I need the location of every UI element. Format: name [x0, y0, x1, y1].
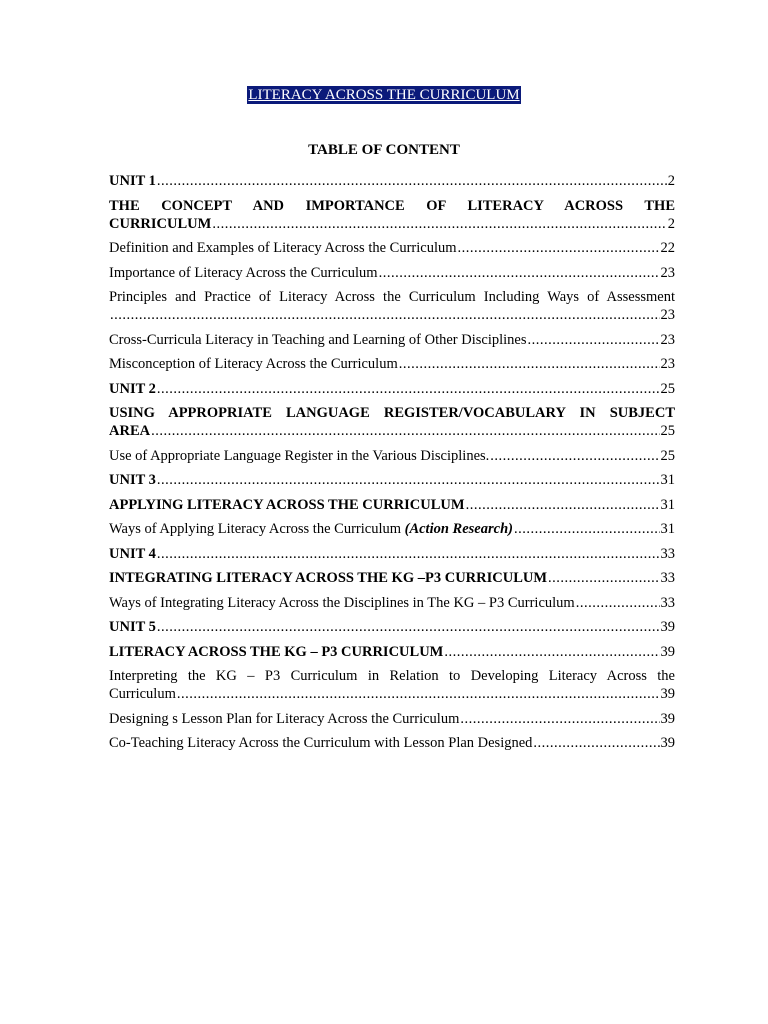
dot-leader: [157, 471, 660, 489]
toc-entry-title-line1: Interpreting the KG – P3 Curriculum in Relation to Developing Literacy Across the: [109, 668, 675, 684]
dot-leader: [157, 618, 660, 636]
toc-entry-unit-2: [109, 380, 675, 398]
toc-entry-title: UNIT 1: [109, 173, 156, 189]
dot-leader: [110, 306, 660, 324]
document-title-container: [0, 86, 768, 104]
toc-entry-interpreting: [109, 667, 675, 703]
dot-leader: [212, 215, 666, 233]
toc-entry-title: Use of Appropriate Language Register in the Various Disciplines.: [109, 447, 490, 464]
toc-entry-title-line1: THE CONCEPT AND IMPORTANCE OF LITERACY ACROSS THE: [109, 197, 675, 214]
toc-entry-title: Importance of Literacy Across the Curriculum: [109, 264, 378, 281]
toc-entry-title-text: Ways of Applying Literacy Across the Curriculum: [109, 521, 405, 537]
toc-entry-title: Definition and Examples of Literacy Across the Curriculum: [109, 240, 457, 256]
toc-entry-misconception: [109, 355, 675, 373]
toc-entry-unit-5: [109, 618, 675, 636]
toc-entry-title: UNIT 4: [109, 545, 156, 562]
toc-page-number: 25: [660, 380, 675, 397]
toc-page-number: 22: [660, 240, 675, 256]
dot-leader: [458, 239, 660, 257]
toc-page-number: 23: [660, 331, 675, 348]
toc-page-number: 33: [660, 594, 675, 611]
toc-entry-co-teaching: [109, 734, 675, 752]
dot-leader: [533, 734, 659, 752]
toc-page-number: 33: [660, 570, 675, 586]
dot-leader: [157, 545, 660, 563]
toc-entry-title: UNIT 5: [109, 619, 156, 635]
toc-page-number: 2: [667, 173, 675, 189]
toc-entry-title: Misconception of Literacy Across the Curriculum: [109, 356, 398, 372]
toc-entry-ways-applying: [109, 520, 675, 538]
toc-entry-integrating-literacy: [109, 569, 675, 587]
toc-entry-definition-examples: [109, 239, 675, 257]
toc-entry-ways-integrating: [109, 594, 675, 612]
toc-entry-importance: [109, 264, 675, 282]
dot-leader: [157, 172, 667, 190]
table-of-contents: [109, 172, 675, 759]
toc-entry-title: Designing s Lesson Plan for Literacy Across the Curriculum: [109, 710, 460, 727]
toc-page-number: 31: [660, 472, 675, 488]
toc-entry-title: APPLYING LITERACY ACROSS THE CURRICULUM: [109, 496, 465, 513]
toc-entry-title: Cross-Curricula Literacy in Teaching and Learning of Other Disciplines: [109, 331, 527, 348]
toc-entry-title: Ways of Integrating Literacy Across the Disciplines in The KG – P3 Curriculum: [109, 594, 575, 611]
toc-entry-cross-curricula: [109, 331, 675, 349]
toc-entry-language-register: [109, 404, 675, 440]
toc-entry-title: AREA: [109, 423, 151, 439]
dot-leader: [466, 496, 660, 514]
toc-page-number: 23: [660, 356, 675, 372]
toc-entry-emphasis: (Action Research): [404, 521, 513, 537]
toc-entry-principles-practice: [109, 288, 675, 324]
dot-leader: [399, 355, 660, 373]
toc-entry-concept-importance: [109, 197, 675, 233]
toc-page-number: 31: [660, 496, 675, 513]
toc-entry-title: LITERACY ACROSS THE KG – P3 CURRICULUM: [109, 643, 444, 660]
dot-leader: [490, 447, 659, 465]
document-title: LITERACY ACROSS THE CURRICULUM: [248, 87, 520, 103]
dot-leader: [527, 331, 659, 349]
toc-entry-unit-3: [109, 471, 675, 489]
toc-page-number: 2: [667, 215, 675, 232]
dot-leader: [177, 685, 660, 703]
dot-leader: [460, 710, 659, 728]
toc-page-number: 31: [660, 521, 675, 537]
toc-entry-title: Co-Teaching Literacy Across the Curriculum with Lesson Plan Designed: [109, 735, 533, 751]
toc-entry-unit-4: [109, 545, 675, 563]
toc-page-number: 39: [660, 643, 675, 660]
dot-leader: [444, 643, 659, 661]
toc-entry-title-line1: USING APPROPRIATE LANGUAGE REGISTER/VOCABULARY IN SUBJECT: [109, 405, 675, 421]
toc-entry-title: UNIT 2: [109, 380, 156, 397]
toc-entry-kg-p3-curriculum: [109, 643, 675, 661]
toc-entry-title: UNIT 3: [109, 472, 156, 488]
toc-entry-title: CURRICULUM: [109, 215, 212, 232]
toc-entry-title: INTEGRATING LITERACY ACROSS THE KG –P3 CURRICULUM: [109, 570, 548, 586]
toc-entry-unit-1: [109, 172, 675, 190]
toc-page-number: 33: [660, 545, 675, 562]
toc-page-number: 23: [660, 307, 675, 323]
toc-page-number: 39: [660, 619, 675, 635]
toc-entry-title-line1: Principles and Practice of Literacy Across the Curriculum Including Ways of Assessment: [109, 289, 675, 305]
toc-entry-designing-lesson: [109, 710, 675, 728]
toc-entry-applying-literacy: [109, 496, 675, 514]
toc-entry-use-register: [109, 447, 675, 465]
toc-heading: TABLE OF CONTENT: [308, 142, 460, 158]
dot-leader: [379, 264, 660, 282]
toc-page-number: 25: [660, 423, 675, 439]
toc-page-number: 23: [660, 264, 675, 281]
toc-page-number: 25: [660, 447, 675, 464]
dot-leader: [548, 569, 659, 587]
toc-page-number: 39: [660, 735, 675, 751]
dot-leader: [576, 594, 660, 612]
dot-leader: [514, 520, 660, 538]
dot-leader: [151, 422, 659, 440]
toc-entry-title: Curriculum: [109, 686, 176, 702]
toc-entry-title: [109, 520, 513, 538]
dot-leader: [157, 380, 660, 398]
toc-page-number: 39: [660, 710, 675, 727]
toc-page-number: 39: [660, 686, 675, 702]
